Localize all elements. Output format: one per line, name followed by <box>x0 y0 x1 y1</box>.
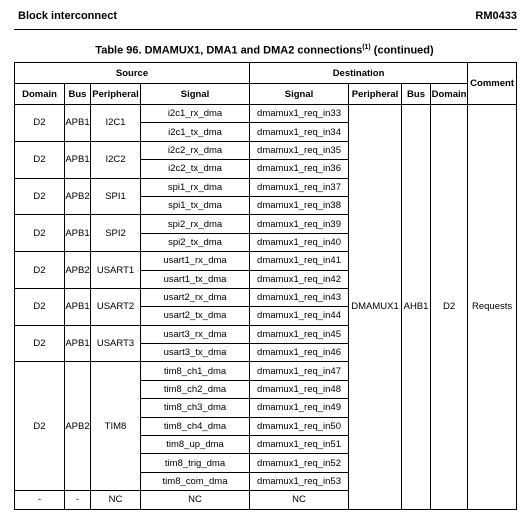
peripheral-cell: SPI2 <box>91 215 141 252</box>
peripheral-cell: USART1 <box>91 252 141 289</box>
last-row-peripheral-cell: NC <box>91 491 141 509</box>
dst-signal-header: Signal <box>250 84 349 105</box>
destination-signal-cell: dmamux1_req_in53 <box>250 472 349 490</box>
destination-signal-cell: dmamux1_req_in42 <box>250 270 349 288</box>
caption-suffix: (continued) <box>370 44 434 57</box>
source-signal-cell: i2c1_tx_dma <box>141 123 250 141</box>
destination-signal-cell: dmamux1_req_in47 <box>250 362 349 380</box>
source-signal-cell: tim8_ch1_dma <box>141 362 250 380</box>
source-signal-cell: spi2_tx_dma <box>141 233 250 251</box>
dst-bus-cell: AHB1 <box>402 105 431 510</box>
bus-cell: APB1 <box>65 325 91 362</box>
table-caption <box>0 44 529 57</box>
domain-cell: D2 <box>15 252 65 289</box>
source-signal-cell: usart2_rx_dma <box>141 288 250 306</box>
source-signal-cell: spi1_tx_dma <box>141 196 250 214</box>
domain-cell: D2 <box>15 141 65 178</box>
destination-signal-cell: dmamux1_req_in49 <box>250 399 349 417</box>
domain-cell: D2 <box>15 288 65 325</box>
source-signal-cell: usart1_tx_dma <box>141 270 250 288</box>
destination-signal-cell: dmamux1_req_in46 <box>250 344 349 362</box>
destination-signal-cell: dmamux1_req_in44 <box>250 307 349 325</box>
source-signal-cell: i2c2_rx_dma <box>141 141 250 159</box>
destination-signal-cell: dmamux1_req_in39 <box>250 215 349 233</box>
destination-signal-cell: dmamux1_req_in35 <box>250 141 349 159</box>
domain-cell: D2 <box>15 178 65 215</box>
bus-cell: APB1 <box>65 288 91 325</box>
domain-cell: D2 <box>15 215 65 252</box>
dst-bus-header: Bus <box>402 84 431 105</box>
bus-cell: APB2 <box>65 252 91 289</box>
caption-text: Table 96. DMAMUX1, DMA1 and DMA2 connections <box>95 44 363 57</box>
bus-header: Bus <box>65 84 91 105</box>
destination-signal-cell: dmamux1_req_in48 <box>250 380 349 398</box>
document-id: RM0433 <box>475 10 517 22</box>
destination-signal-cell: dmamux1_req_in36 <box>250 160 349 178</box>
bus-cell: APB2 <box>65 178 91 215</box>
source-signal-cell: usart2_tx_dma <box>141 307 250 325</box>
destination-signal-cell: dmamux1_req_in38 <box>250 196 349 214</box>
dst-domain-cell: D2 <box>431 105 468 510</box>
source-signal-cell: tim8_ch3_dma <box>141 399 250 417</box>
comment-header: Comment <box>468 63 517 105</box>
bus-cell: APB1 <box>65 215 91 252</box>
destination-signal-cell: dmamux1_req_in37 <box>250 178 349 196</box>
dst-domain-header: Domain <box>431 84 468 105</box>
peripheral-cell: I2C2 <box>91 141 141 178</box>
source-signal-cell: tim8_trig_dma <box>141 454 250 472</box>
source-header: Source <box>15 63 250 84</box>
table-body <box>15 105 517 510</box>
source-signal-cell: tim8_ch4_dma <box>141 417 250 435</box>
bus-cell: APB1 <box>65 141 91 178</box>
destination-signal-cell: dmamux1_req_in40 <box>250 233 349 251</box>
bus-cell: APB1 <box>65 105 91 142</box>
destination-signal-cell: dmamux1_req_in41 <box>250 252 349 270</box>
destination-signal-cell: dmamux1_req_in51 <box>250 436 349 454</box>
destination-signal-cell: dmamux1_req_in52 <box>250 454 349 472</box>
destination-signal-cell: dmamux1_req_in33 <box>250 105 349 123</box>
peripheral-cell: USART3 <box>91 325 141 362</box>
domain-cell: D2 <box>15 105 65 142</box>
source-signal-cell: tim8_up_dma <box>141 436 250 454</box>
peripheral-cell: TIM8 <box>91 362 141 491</box>
comment-cell: Requests <box>468 105 517 510</box>
source-signal-cell: tim8_ch2_dma <box>141 380 250 398</box>
domain-cell: D2 <box>15 325 65 362</box>
dst-peripheral-cell: DMAMUX1 <box>349 105 402 510</box>
source-signal-cell: tim8_com_dma <box>141 472 250 490</box>
destination-signal-cell: dmamux1_req_in34 <box>250 123 349 141</box>
peripheral-cell: USART2 <box>91 288 141 325</box>
destination-signal-cell: dmamux1_req_in50 <box>250 417 349 435</box>
peripheral-header: Peripheral <box>91 84 141 105</box>
dst-peripheral-header: Peripheral <box>349 84 402 105</box>
connections-table <box>14 62 517 510</box>
source-signal-cell: usart3_rx_dma <box>141 325 250 343</box>
header-rule <box>14 29 517 30</box>
last-row-signal-cell: NC <box>141 491 250 509</box>
source-signal-cell: i2c1_rx_dma <box>141 105 250 123</box>
last-row-dst-signal-cell: NC <box>250 491 349 509</box>
source-signal-cell: usart3_tx_dma <box>141 344 250 362</box>
destination-header: Destination <box>250 63 468 84</box>
signal-header: Signal <box>141 84 250 105</box>
section-title: Block interconnect <box>18 10 118 22</box>
last-row-bus-cell: - <box>65 491 91 509</box>
source-signal-cell: spi1_rx_dma <box>141 178 250 196</box>
destination-signal-cell: dmamux1_req_in45 <box>250 325 349 343</box>
domain-cell: D2 <box>15 362 65 491</box>
source-signal-cell: spi2_rx_dma <box>141 215 250 233</box>
destination-signal-cell: dmamux1_req_in43 <box>250 288 349 306</box>
caption-footnote: (1) <box>362 44 371 51</box>
domain-header: Domain <box>15 84 65 105</box>
table-row <box>15 105 517 123</box>
bus-cell: APB2 <box>65 362 91 491</box>
source-signal-cell: i2c2_tx_dma <box>141 160 250 178</box>
last-row-domain-cell: - <box>15 491 65 509</box>
source-signal-cell: usart1_rx_dma <box>141 252 250 270</box>
peripheral-cell: SPI1 <box>91 178 141 215</box>
peripheral-cell: I2C1 <box>91 105 141 142</box>
